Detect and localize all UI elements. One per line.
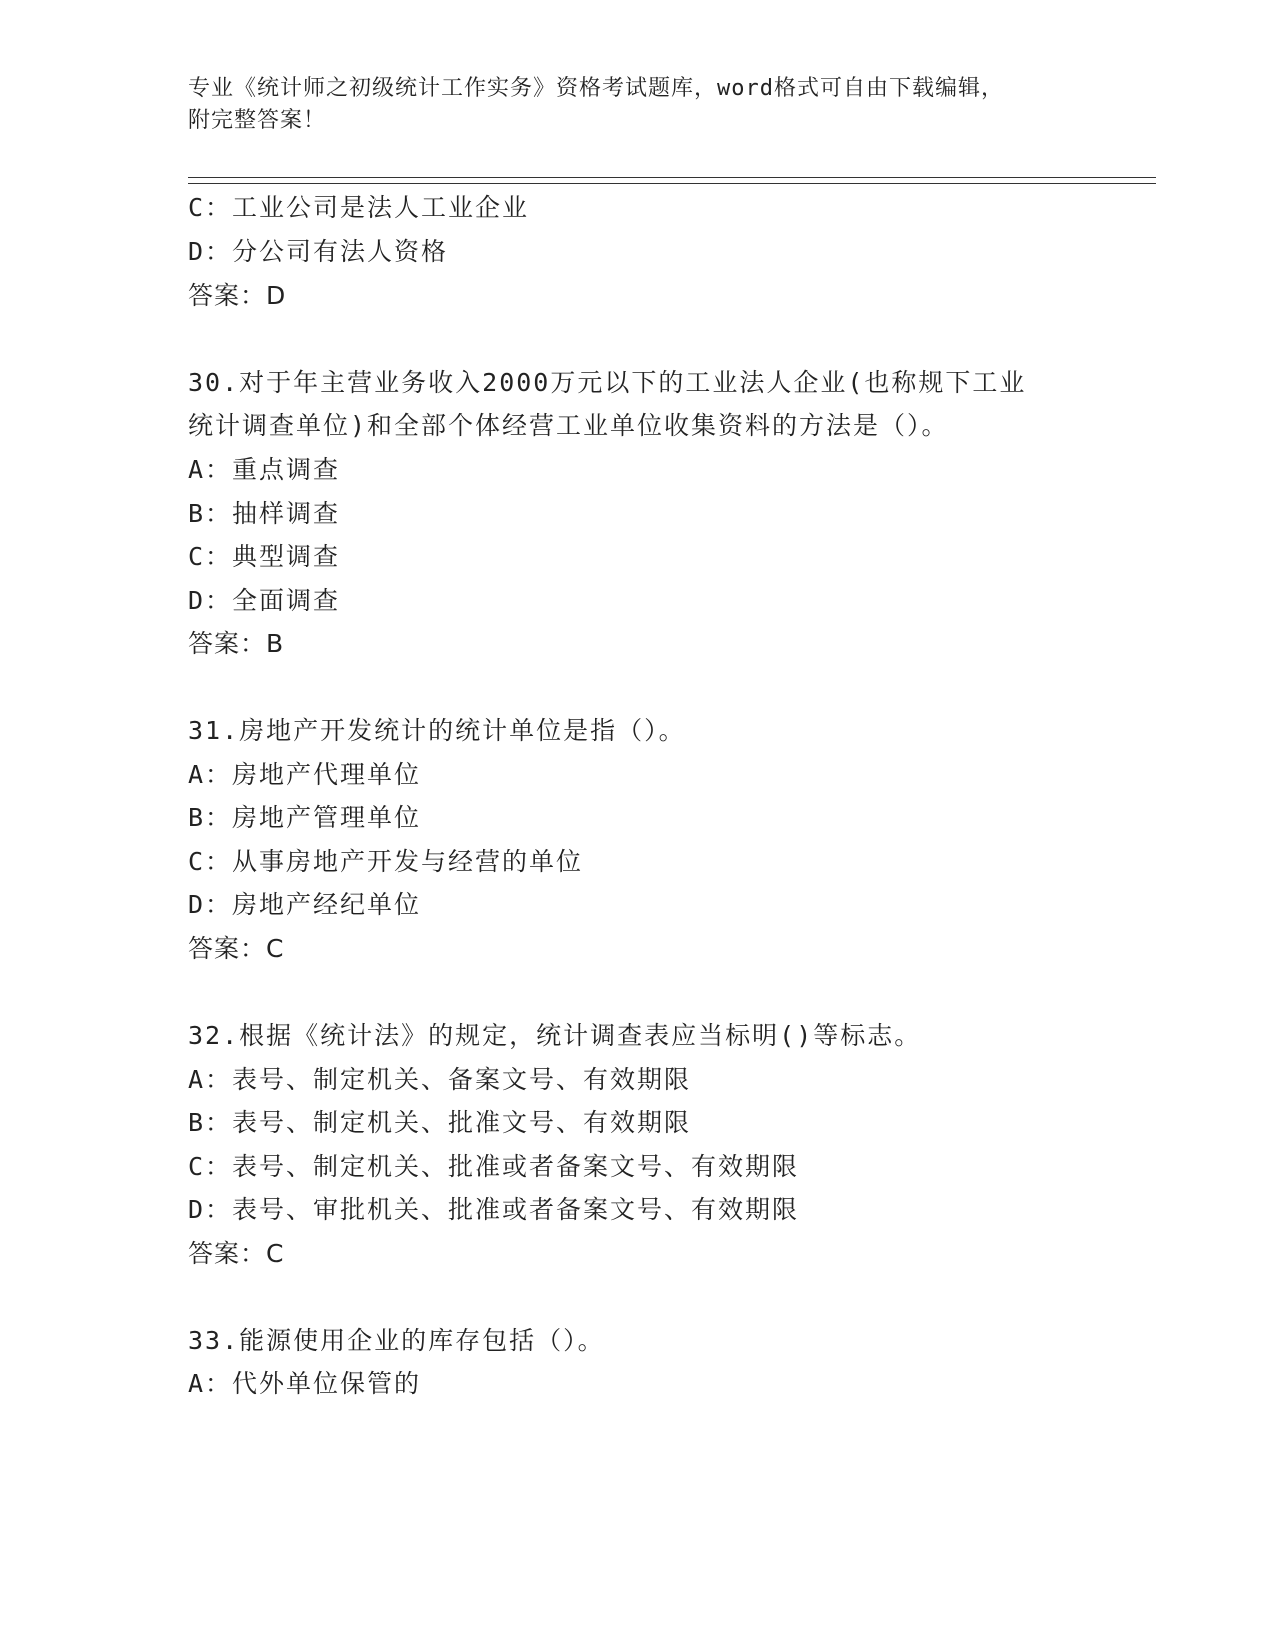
prev-option-c: C：工业公司是法人工业企业 (188, 193, 530, 222)
question-30-option-b: B：抽样调查 (188, 499, 341, 528)
question-32-stem-line-1: 32.根据《统计法》的规定，统计调查表应当标明()等标志。 (188, 1021, 922, 1050)
question-32-option-c: C：表号、制定机关、批准或者备案文号、有效期限 (188, 1152, 800, 1181)
prev-answer: 答案：D (188, 281, 287, 310)
question-33-stem-line-1: 33.能源使用企业的库存包括（）。 (188, 1326, 605, 1355)
question-32-answer: 答案：C (188, 1239, 285, 1268)
question-30-option-c: C：典型调查 (188, 542, 341, 571)
question-32-option-b: B：表号、制定机关、批准文号、有效期限 (188, 1108, 692, 1137)
question-31-option-c: C：从事房地产开发与经营的单位 (188, 847, 584, 876)
question-31-stem-line-1: 31.房地产开发统计的统计单位是指（）。 (188, 716, 686, 745)
header-line-2: 附完整答案！ (188, 108, 327, 133)
question-30-stem-line-1: 30.对于年主营业务收入2000万元以下的工业法人企业(也称规下工业 (188, 368, 1027, 397)
header-divider-top (188, 177, 1156, 178)
question-31-answer: 答案：C (188, 934, 285, 963)
question-33-option-a: A：代外单位保管的 (188, 1369, 422, 1398)
question-30-stem-line-2: 统计调查单位)和全部个体经营工业单位收集资料的方法是（）。 (188, 411, 949, 440)
header-divider-bottom (188, 183, 1156, 184)
question-30-answer: 答案：B (188, 629, 285, 658)
question-31-option-d: D：房地产经纪单位 (188, 890, 422, 919)
question-31-option-b: B：房地产管理单位 (188, 803, 422, 832)
question-30-option-a: A：重点调查 (188, 455, 341, 484)
question-30-option-d: D：全面调查 (188, 586, 341, 615)
question-32-option-d: D：表号、审批机关、批准或者备案文号、有效期限 (188, 1195, 800, 1224)
prev-option-d: D：分公司有法人资格 (188, 237, 449, 266)
question-32-option-a: A：表号、制定机关、备案文号、有效期限 (188, 1065, 692, 1094)
question-31-option-a: A：房地产代理单位 (188, 760, 422, 789)
header-line-1: 专业《统计师之初级统计工作实务》资格考试题库，word格式可自由下载编辑， (188, 76, 1004, 101)
document-header (188, 73, 1088, 137)
